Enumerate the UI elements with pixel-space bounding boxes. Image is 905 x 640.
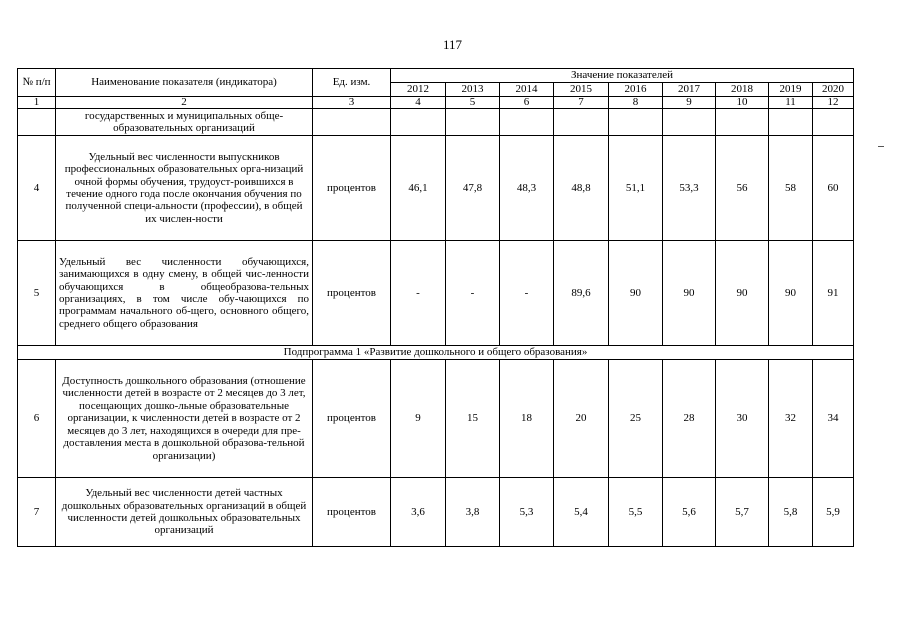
column-number: 1	[18, 97, 56, 109]
column-number: 2	[56, 97, 313, 109]
row-value: 5,8	[769, 478, 813, 547]
row-value: 90	[716, 241, 769, 346]
indicator-name: Удельный вес численности обучающихся, занимающихся в одну смену, в общей чис-ленности обучающихся в общеобразова-тельных организациях, в том числе обу-чающихся по программам начального об-щего, основного общего, среднего общего образования	[56, 241, 313, 346]
row-unit: процентов	[313, 136, 391, 241]
indicator-name: Удельный вес численности выпускников профессиональных образовательных орга-низаций очной формы обучения, трудоуст-роившихся в течение одного года после окончания обучения по полученной специ-альности (профессии), в общей их числен-ности	[56, 136, 313, 241]
header-year: 2015	[554, 83, 609, 97]
row-value: 5,9	[813, 478, 854, 547]
row-num: 7	[18, 478, 56, 547]
table-row	[18, 360, 854, 478]
subprogram-title: Подпрограмма 1 «Развитие дошкольного и общего образования»	[18, 346, 854, 360]
row-value: 90	[663, 241, 716, 346]
header-year: 2016	[609, 83, 663, 97]
row-unit: процентов	[313, 241, 391, 346]
row-value: 9	[391, 360, 446, 478]
header-year: 2017	[663, 83, 716, 97]
row-value: 5,5	[609, 478, 663, 547]
row-value: 58	[769, 136, 813, 241]
header-year: 2019	[769, 83, 813, 97]
row-unit: процентов	[313, 478, 391, 547]
row-value	[609, 109, 663, 136]
row-value: 5,4	[554, 478, 609, 547]
row-value: 20	[554, 360, 609, 478]
row-value	[716, 109, 769, 136]
column-number: 3	[313, 97, 391, 109]
column-number: 10	[716, 97, 769, 109]
row-value: 48,8	[554, 136, 609, 241]
header-year: 2014	[500, 83, 554, 97]
row-value: 91	[813, 241, 854, 346]
row-value: -	[446, 241, 500, 346]
row-value	[813, 109, 854, 136]
row-value: 3,8	[446, 478, 500, 547]
indicator-name: Доступность дошкольного образования (отношение численности детей в возрасте от 2 месяцев до 3 лет, посещающих дошко-льные образовательные организации, к численности детей в возрасте от 2 месяцев до 3 лет, находящихся в очереди для пре-доставления места в дошкольной образова-тельной организации)	[56, 360, 313, 478]
row-num: 4	[18, 136, 56, 241]
row-value: 89,6	[554, 241, 609, 346]
table-row	[18, 109, 854, 136]
row-value: 34	[813, 360, 854, 478]
header-year: 2013	[446, 83, 500, 97]
column-number: 11	[769, 97, 813, 109]
row-value: 48,3	[500, 136, 554, 241]
row-value	[500, 109, 554, 136]
row-unit	[313, 109, 391, 136]
header-year: 2020	[813, 83, 854, 97]
row-value: -	[500, 241, 554, 346]
table-row	[18, 241, 854, 346]
row-value: 5,3	[500, 478, 554, 547]
row-unit: процентов	[313, 360, 391, 478]
row-value: 47,8	[446, 136, 500, 241]
row-value	[446, 109, 500, 136]
row-num	[18, 109, 56, 136]
column-number: 7	[554, 97, 609, 109]
row-value: 5,6	[663, 478, 716, 547]
header-unit: Ед. изм.	[313, 69, 391, 97]
subprogram-row	[18, 346, 854, 360]
header-year: 2012	[391, 83, 446, 97]
row-value: 56	[716, 136, 769, 241]
page-number: 117	[442, 37, 463, 52]
row-value: 3,6	[391, 478, 446, 547]
column-numbers-row	[18, 97, 854, 109]
table-row	[18, 478, 854, 547]
row-value: 18	[500, 360, 554, 478]
row-value: 32	[769, 360, 813, 478]
row-value	[663, 109, 716, 136]
header-values: Значение показателей	[391, 69, 854, 83]
header-num: № п/п	[18, 69, 56, 97]
row-value: 90	[609, 241, 663, 346]
row-value: 46,1	[391, 136, 446, 241]
row-value: 51,1	[609, 136, 663, 241]
column-number: 5	[446, 97, 500, 109]
row-value: 60	[813, 136, 854, 241]
row-value: 90	[769, 241, 813, 346]
margin-dash-mark	[878, 146, 884, 147]
indicator-name: Удельный вес численности детей частных дошкольных образовательных организаций в общей численности детей дошкольных образовательных организаций	[56, 478, 313, 547]
row-num: 6	[18, 360, 56, 478]
column-number: 6	[500, 97, 554, 109]
column-number: 8	[609, 97, 663, 109]
indicators-table	[17, 68, 854, 547]
row-value	[554, 109, 609, 136]
column-number: 4	[391, 97, 446, 109]
row-value: 28	[663, 360, 716, 478]
header-name: Наименование показателя (индикатора)	[56, 69, 313, 97]
row-value	[391, 109, 446, 136]
row-value: -	[391, 241, 446, 346]
row-value: 5,7	[716, 478, 769, 547]
row-value: 53,3	[663, 136, 716, 241]
column-number: 9	[663, 97, 716, 109]
row-num: 5	[18, 241, 56, 346]
header-year: 2018	[716, 83, 769, 97]
column-number: 12	[813, 97, 854, 109]
row-value: 15	[446, 360, 500, 478]
row-value: 25	[609, 360, 663, 478]
indicator-name: государственных и муниципальных обще-образовательных организаций	[56, 109, 313, 136]
row-value	[769, 109, 813, 136]
row-value: 30	[716, 360, 769, 478]
table-row	[18, 136, 854, 241]
